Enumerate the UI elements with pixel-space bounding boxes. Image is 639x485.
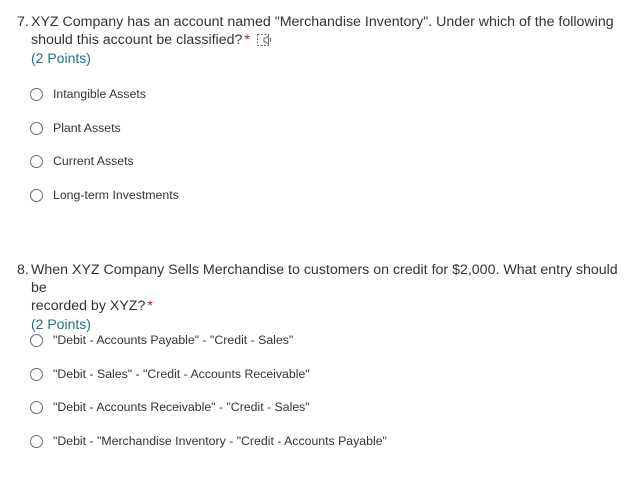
option-debit-mi-credit-ap[interactable] [30, 433, 387, 449]
radio-button[interactable] [30, 334, 43, 347]
required-mark: * [147, 298, 153, 314]
option-label: "Debit - "Merchandise Inventory - "Credit - Accounts Payable" [53, 434, 387, 448]
question-7 [17, 13, 631, 67]
option-label: "Debit - Accounts Receivable" - "Credit - Sales" [53, 400, 310, 414]
option-debit-sales-credit-ar[interactable] [30, 366, 310, 382]
radio-button[interactable] [30, 88, 43, 101]
option-intangible-assets[interactable] [30, 86, 146, 102]
required-mark: * [244, 32, 250, 48]
speaker-icon[interactable] [256, 33, 274, 47]
question-text-line1: When XYZ Company Sells Merchandise to customers on credit for $2,000. What entry should be [31, 262, 618, 296]
option-label: "Debit - Sales" - "Credit - Accounts Receivable" [53, 367, 310, 381]
option-label: Intangible Assets [53, 87, 146, 101]
question-8-title [17, 261, 631, 315]
option-plant-assets[interactable] [30, 120, 121, 136]
option-debit-ar-credit-sales[interactable] [30, 399, 310, 415]
question-8 [17, 261, 631, 333]
question-points: (2 Points) [31, 316, 91, 332]
question-number: 8. [17, 262, 29, 278]
question-text-line2: should this account be classified? [31, 32, 243, 48]
question-text-line2: recorded by XYZ? [31, 298, 146, 314]
option-debit-ap-credit-sales[interactable] [30, 332, 293, 348]
option-label: "Debit - Accounts Payable" - "Credit - Sales" [53, 333, 294, 347]
option-label: Long-term Investments [53, 188, 179, 202]
option-long-term-investments[interactable] [30, 187, 179, 203]
question-text-line1: XYZ Company has an account named "Merchandise Inventory". Under which of the following [31, 14, 614, 30]
option-current-assets[interactable] [30, 153, 134, 169]
radio-button[interactable] [30, 435, 43, 448]
radio-button[interactable] [30, 401, 43, 414]
option-label: Current Assets [53, 154, 134, 168]
radio-button[interactable] [30, 368, 43, 381]
question-points: (2 Points) [31, 50, 91, 66]
question-7-title [17, 13, 631, 49]
question-number: 7. [17, 14, 29, 30]
radio-button[interactable] [30, 122, 43, 135]
radio-button[interactable] [30, 189, 43, 202]
radio-button[interactable] [30, 155, 43, 168]
option-label: Plant Assets [53, 121, 121, 135]
